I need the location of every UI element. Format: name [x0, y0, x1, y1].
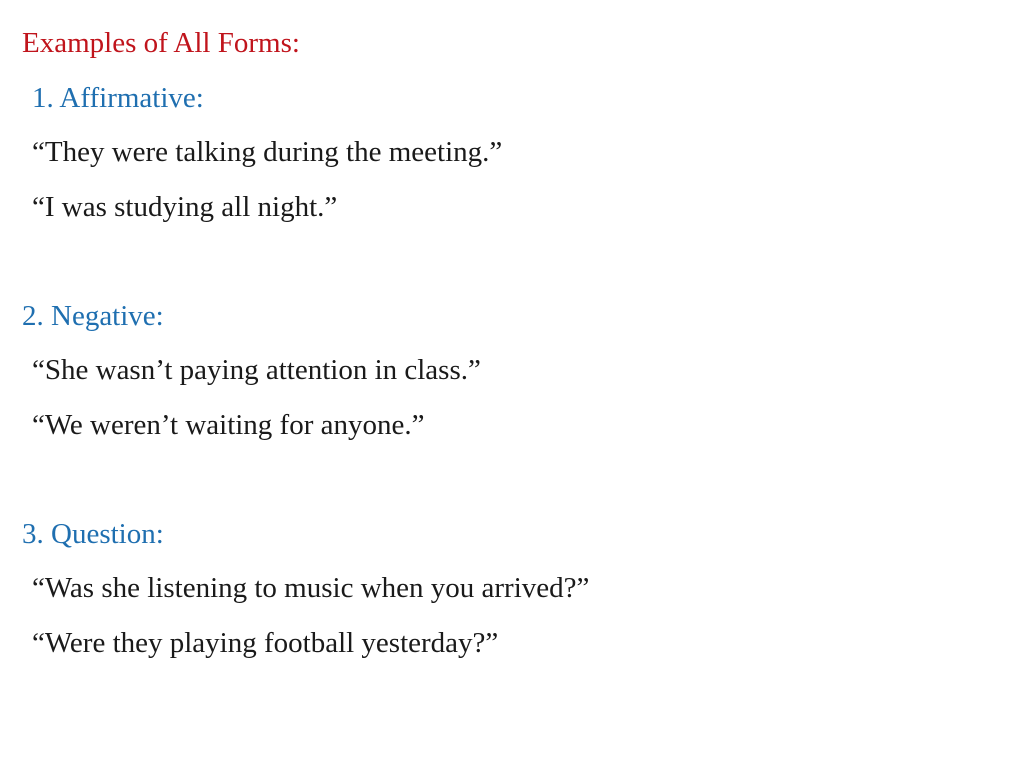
section-heading-negative: 2. Negative:: [22, 300, 164, 332]
section-heading-question: 3. Question:: [22, 518, 164, 550]
example-sentence: “Was she listening to music when you arrived?”: [32, 572, 590, 604]
section-heading-affirmative: 1. Affirmative:: [32, 82, 204, 114]
example-sentence: “They were talking during the meeting.”: [32, 136, 503, 168]
example-sentence: “Were they playing football yesterday?”: [32, 627, 499, 659]
example-sentence: “She wasn’t paying attention in class.”: [32, 354, 481, 386]
example-sentence: “We weren’t waiting for anyone.”: [32, 409, 425, 441]
slide-title: Examples of All Forms:: [22, 27, 300, 59]
example-sentence: “I was studying all night.”: [32, 191, 338, 223]
